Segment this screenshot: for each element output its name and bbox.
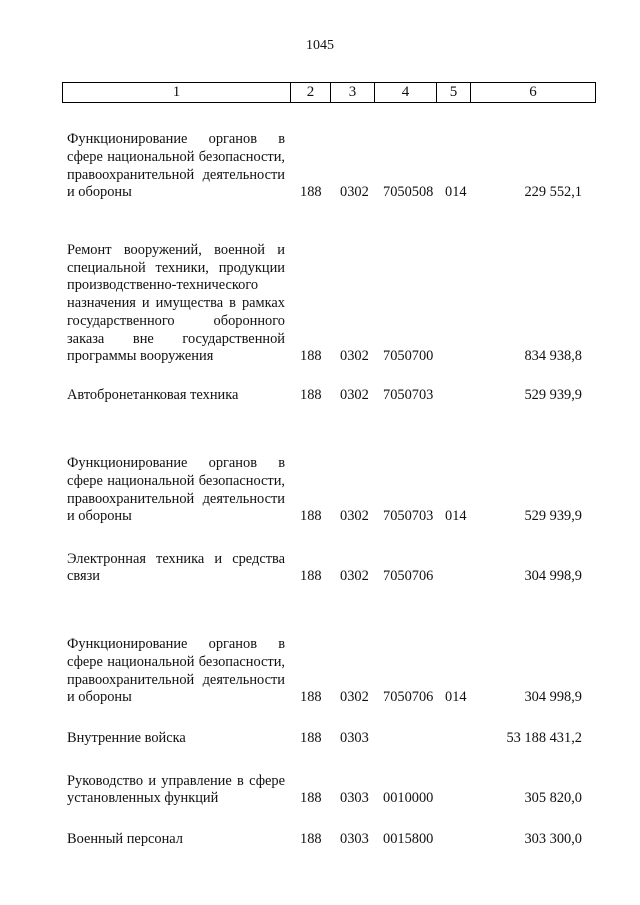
row-col-3: 0302 xyxy=(340,689,369,706)
row-col-4: 7050700 xyxy=(383,348,434,365)
row-col-2: 188 xyxy=(300,387,322,404)
header-col-4: 4 xyxy=(375,83,437,103)
table-row xyxy=(0,829,640,849)
row-col-2: 188 xyxy=(300,348,322,365)
row-description: Электронная техника и средства связи xyxy=(67,550,285,585)
row-col-2: 188 xyxy=(300,790,322,807)
row-col-6: 834 938,8 xyxy=(524,348,582,365)
table-row xyxy=(0,728,640,748)
row-col-2: 188 xyxy=(300,730,322,747)
row-col-3: 0303 xyxy=(340,730,369,747)
row-col-2: 188 xyxy=(300,568,322,585)
row-col-2: 188 xyxy=(300,689,322,706)
row-col-2: 188 xyxy=(300,831,322,848)
table-row xyxy=(0,242,640,366)
row-col-4: 7050706 xyxy=(383,689,434,706)
row-description: Ремонт вооружений, военной и специальной техники, продукции производственно-технического назначения и имущества в рамках государственного оборонного заказа вне государственной программы вооружения xyxy=(67,242,285,365)
row-description: Функционирование органов в сфере национальной безопасности, правоохранительной деятельности и обороны xyxy=(67,131,285,201)
row-col-5: 014 xyxy=(445,508,467,525)
row-col-4: 7050508 xyxy=(383,184,434,201)
row-col-6: 529 939,9 xyxy=(524,387,582,404)
row-col-5: 014 xyxy=(445,689,467,706)
table-row xyxy=(0,609,640,707)
table-row xyxy=(0,385,640,405)
row-col-6: 529 939,9 xyxy=(524,508,582,525)
row-col-4: 0010000 xyxy=(383,790,434,807)
page-number: 1045 xyxy=(306,38,334,53)
row-col-3: 0303 xyxy=(340,831,369,848)
row-col-4: 7050703 xyxy=(383,387,434,404)
row-col-4: 0015800 xyxy=(383,831,434,848)
row-description: Внутренние войска xyxy=(67,730,186,747)
row-description: Автобронетанковая техника xyxy=(67,387,239,404)
header-col-2: 2 xyxy=(291,83,331,103)
row-col-2: 188 xyxy=(300,508,322,525)
row-description: Руководство и управление в сфере установленных функций xyxy=(67,772,285,807)
row-col-3: 0302 xyxy=(340,508,369,525)
row-description: Функционирование органов в сфере национальной безопасности, правоохранительной деятельности и обороны xyxy=(67,455,285,525)
header-col-1: 1 xyxy=(63,83,291,103)
row-description: Функционирование органов в сфере национальной безопасности, правоохранительной деятельности и обороны xyxy=(67,636,285,706)
table-row xyxy=(0,770,640,808)
table-header xyxy=(62,82,596,103)
table-row xyxy=(0,549,640,586)
row-col-6: 229 552,1 xyxy=(524,184,582,201)
header-col-6: 6 xyxy=(471,83,596,103)
row-col-6: 305 820,0 xyxy=(524,790,582,807)
row-col-6: 304 998,9 xyxy=(524,568,582,585)
header-col-5: 5 xyxy=(437,83,471,103)
table-row xyxy=(0,106,640,202)
table-row xyxy=(0,428,640,526)
row-col-2: 188 xyxy=(300,184,322,201)
row-col-3: 0302 xyxy=(340,387,369,404)
row-col-6: 303 300,0 xyxy=(524,831,582,848)
row-col-4: 7050703 xyxy=(383,508,434,525)
row-col-6: 304 998,9 xyxy=(524,689,582,706)
row-col-6: 53 188 431,2 xyxy=(506,730,582,747)
row-col-3: 0303 xyxy=(340,790,369,807)
row-col-5: 014 xyxy=(445,184,467,201)
row-col-4: 7050706 xyxy=(383,568,434,585)
row-col-3: 0302 xyxy=(340,348,369,365)
row-col-3: 0302 xyxy=(340,184,369,201)
row-col-3: 0302 xyxy=(340,568,369,585)
row-description: Военный персонал xyxy=(67,831,183,848)
header-col-3: 3 xyxy=(331,83,375,103)
